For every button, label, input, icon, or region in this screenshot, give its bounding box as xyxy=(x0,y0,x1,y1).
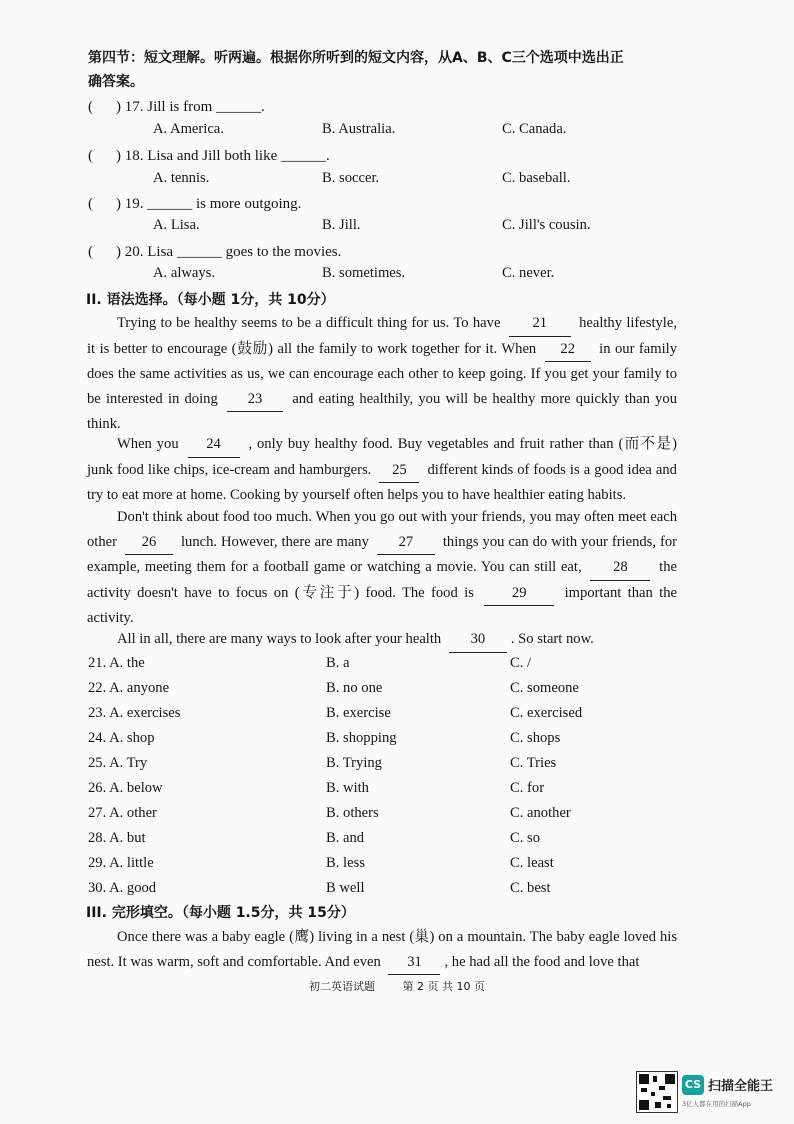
grammar-paragraph-1: Trying to be healthy seems to be a difficult thing for us. To have 21 healthy lifestyle, it is better to encourage (鼓励) all the family to work together for it. When 22 in our family does the same activities as us, we can encourage each other to keep going. If you get your family to be interested in doing 23 and eating healthily, you will be healthy more quickly than you think. xyxy=(87,311,677,437)
option-b: B. no one xyxy=(326,680,383,696)
option-b: B. shopping xyxy=(326,730,397,746)
option-b: B well xyxy=(326,880,365,896)
option-c: C. least xyxy=(510,855,554,871)
question-stem: ) 19. ______ is more outgoing. xyxy=(116,196,302,212)
grammar-paragraph-2: When you 24 , only buy healthy food. Buy vegetables and fruit rather than (而不是) junk food like chips, ice-cream and hamburgers. 25 different kinds of foods is a good idea and try to eat more at home. Cooking by yourself often helps you to have healthier eating habits. xyxy=(87,432,677,508)
blank-22: 22 xyxy=(545,337,591,363)
option-b: B. less xyxy=(326,855,365,871)
option-c: C. someone xyxy=(510,680,579,696)
blank-30: 30 xyxy=(449,627,507,653)
grammar-paragraph-4: All in all, there are many ways to look after your health 30 . So start now. xyxy=(87,627,677,653)
option-b: B. others xyxy=(326,805,379,821)
option-c: C. Jill's cousin. xyxy=(502,217,591,233)
camscanner-logo-icon: CS xyxy=(682,1075,704,1095)
option-a: 25. A. Try xyxy=(88,755,148,771)
question-17: ( ) 17. Jill is from ______. xyxy=(88,99,265,115)
cloze-paragraph-1: Once there was a baby eagle (鹰) living in a nest (巢) on a mountain. The baby eagle loved his nest. It was warm, soft and comfortable. And even 31 , he had all the food and love that xyxy=(87,925,677,975)
option-c: C. Tries xyxy=(510,755,557,771)
option-a: 29. A. little xyxy=(88,855,154,871)
question-18: ( ) 18. Lisa and Jill both like ______. xyxy=(88,148,330,164)
listening-heading-cont: 确答案。 xyxy=(88,74,144,90)
option-b: B. soccer. xyxy=(322,170,380,186)
grammar-heading: II. 语法选择。（每小题 1分，共 10分） xyxy=(86,292,335,308)
cloze-heading: III. 完形填空。（每小题 1.5分，共 15分） xyxy=(86,905,355,921)
option-a: A. Lisa. xyxy=(153,217,200,233)
option-a: 23. A. exercises xyxy=(88,705,181,721)
question-stem: ) 20. Lisa ______ goes to the movies. xyxy=(116,244,342,260)
blank-25: 25 xyxy=(379,458,419,484)
option-b: B. and xyxy=(326,830,365,846)
option-b: B. exercise xyxy=(326,705,391,721)
grammar-paragraph-3: Don't think about food too much. When you go out with your friends, you may often meet each other 26 lunch. However, there are many 27 things you can do with your friends, for example, meeting them for a football game or watching a movie. You can still eat, 28 the activity doesn't have to focus on (专注于) food. The food is 29 important than the activity. xyxy=(87,509,678,626)
option-c: C. / xyxy=(510,655,532,671)
option-c: C. never. xyxy=(502,265,555,281)
option-a: 26. A. below xyxy=(88,780,163,796)
question-20: ( ) 20. Lisa ______ goes to the movies. xyxy=(88,244,342,260)
option-c: C. baseball. xyxy=(502,170,571,186)
page-footer xyxy=(0,978,794,994)
option-a: A. always. xyxy=(153,265,216,281)
option-a: 22. A. anyone xyxy=(88,680,170,696)
option-c: C. for xyxy=(510,780,545,796)
blank-31: 31 xyxy=(388,950,440,976)
option-a: 28. A. but xyxy=(88,830,146,846)
option-c: C. best xyxy=(510,880,551,896)
scanner-tagline: 3亿人都在用的扫描App xyxy=(682,1100,751,1108)
option-a: A. tennis. xyxy=(153,170,210,186)
blank-26: 26 xyxy=(125,530,173,556)
listening-heading: 第四节：短文理解。听两遍。根据你所听到的短文内容，从A、B、C三个选项中选出正 xyxy=(88,50,624,66)
blank-29: 29 xyxy=(484,581,554,607)
option-b: B. a xyxy=(326,655,350,671)
scanner-app-name: 扫描全能王 xyxy=(708,1079,774,1094)
option-b: B. Australia. xyxy=(322,121,396,137)
option-a: 21. A. the xyxy=(88,655,145,671)
question-stem: ) 18. Lisa and Jill both like ______. xyxy=(116,148,330,164)
qr-code-icon xyxy=(636,1071,678,1113)
option-c: C. shops xyxy=(510,730,561,746)
question-19: ( ) 19. ______ is more outgoing. xyxy=(88,196,302,212)
option-b: B. sometimes. xyxy=(322,265,406,281)
option-c: C. another xyxy=(510,805,571,821)
question-stem: ) 17. Jill is from ______. xyxy=(116,99,265,115)
blank-21: 21 xyxy=(509,311,571,337)
footer-subject: 初二英语试题 xyxy=(309,980,375,993)
option-a: 27. A. other xyxy=(88,805,157,821)
option-c: C. Canada. xyxy=(502,121,567,137)
option-a: 24. A. shop xyxy=(88,730,155,746)
option-b: B. with xyxy=(326,780,369,796)
option-c: C. so xyxy=(510,830,541,846)
blank-27: 27 xyxy=(377,530,435,556)
footer-page-number: 第 2 页 共 10 页 xyxy=(402,980,485,993)
option-a: 30. A. good xyxy=(88,880,157,896)
blank-23: 23 xyxy=(227,387,283,413)
option-a: A. America. xyxy=(153,121,224,137)
blank-24: 24 xyxy=(188,432,240,458)
option-b: B. Trying xyxy=(326,755,382,771)
option-c: C. exercised xyxy=(510,705,583,721)
option-b: B. Jill. xyxy=(322,217,361,233)
blank-28: 28 xyxy=(590,555,650,581)
